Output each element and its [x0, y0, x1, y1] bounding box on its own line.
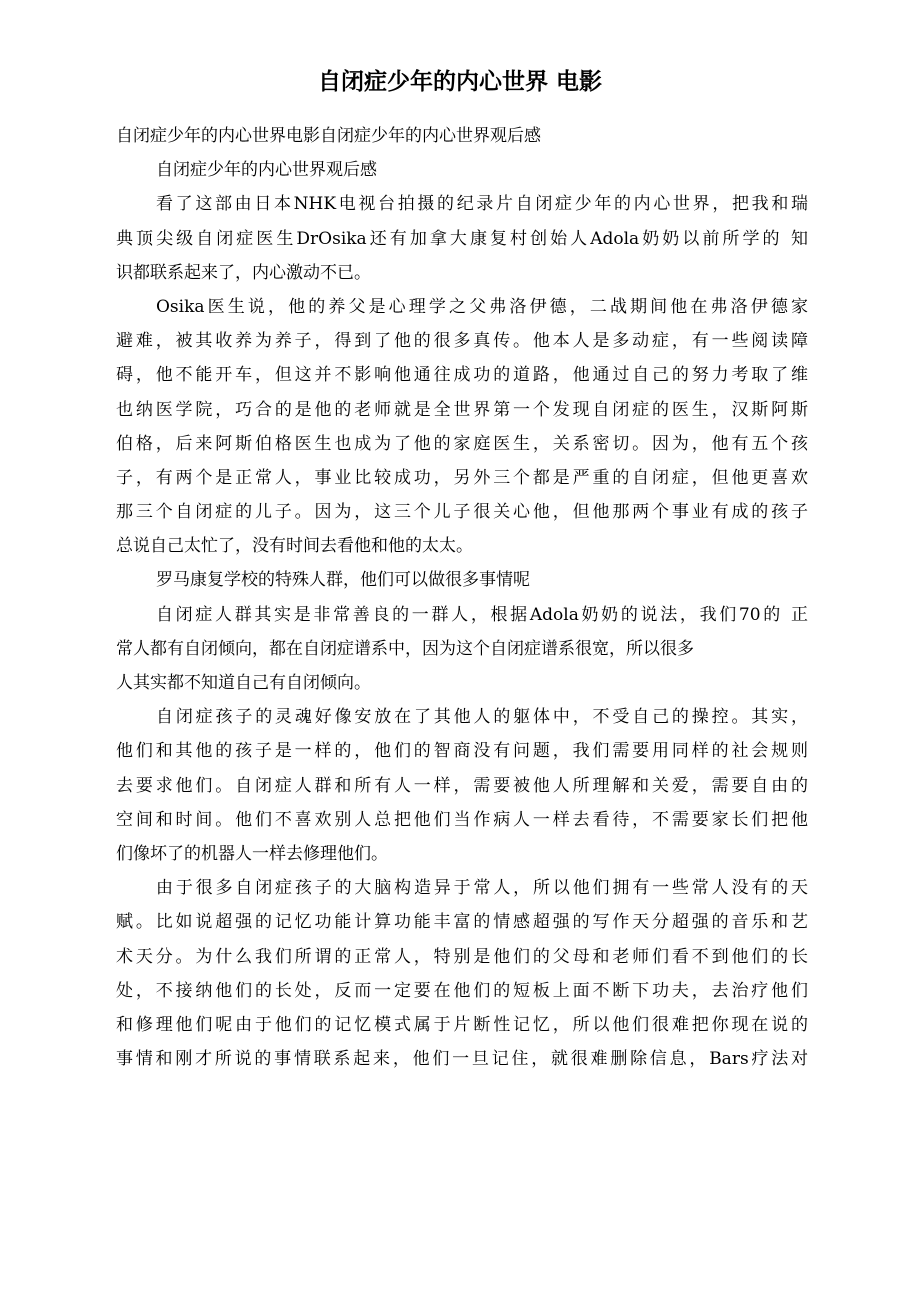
text-line: 人其实都不知道自己有自闭倾向。: [116, 673, 371, 693]
text-line: 和修理他们呢由于他们的记忆模式属于片断性记忆，所以他们很难把你现在说的: [116, 1014, 808, 1035]
text-line: 也纳医学院，巧合的是他的老师就是全世界第一个发现自闭症的医生，汉斯阿斯: [116, 399, 808, 420]
text-line: 看了这部由日本NHK电视台拍摄的纪录片自闭症少年的内心世界，把我和瑞: [156, 194, 808, 215]
text-line: 那三个自闭症的儿子。因为，这三个儿子很关心他，但他那两个事业有成的孩子: [116, 502, 808, 523]
text-line: 赋。比如说超强的记忆功能计算功能丰富的情感超强的写作天分超强的音乐和艺: [116, 912, 808, 933]
text-line: 们像坏了的机器人一样去修理他们。: [116, 843, 388, 864]
text-line: 他们和其他的孩子是一样的，他们的智商没有问题，我们需要用同样的社会规则: [116, 741, 808, 762]
text-line: 碍，他不能开车，但这并不影响他通往成功的道路，他通过自己的努力考取了维: [116, 365, 808, 386]
text-line: 伯格，后来阿斯伯格医生也成为了他的家庭医生，关系密切。因为，他有五个孩: [116, 433, 808, 454]
text-line: 总说自己太忙了，没有时间去看他和他的太太。: [116, 536, 473, 557]
text-line: Osika医生说，他的养父是心理学之父弗洛伊德，二战期间他在弗洛伊德家: [156, 296, 808, 317]
text-line: 罗马康复学校的特殊人群，他们可以做很多事情呢: [156, 570, 530, 591]
text-line: 自闭症少年的内心世界电影自闭症少年的内心世界观后感: [116, 126, 541, 146]
document-title: 自闭症少年的内心世界 电影: [317, 69, 602, 95]
text-line: 自闭症孩子的灵魂好像安放在了其他人的躯体中，不受自己的操控。其实，: [156, 707, 808, 728]
text-line: 空间和时间。他们不喜欢别人总把他们当作病人一样去看待，不需要家长们把他: [116, 809, 808, 830]
text-line: 处，不接纳他们的长处，反而一定要在他们的短板上面不断下功夫，去治疗他们: [116, 980, 808, 1001]
text-line: 常人都有自闭倾向，都在自闭症谱系中，因为这个自闭症谱系很宽，所以很多: [116, 638, 694, 659]
text-line: 识都联系起来了，内心激动不已。: [116, 262, 371, 283]
text-line: 事情和刚才所说的事情联系起来，他们一旦记住，就很难删除信息，Bars疗法对: [116, 1049, 808, 1070]
text-line: 自闭症少年的内心世界观后感: [156, 160, 377, 181]
text-line: 由于很多自闭症孩子的大脑构造异于常人，所以他们拥有一些常人没有的天: [156, 878, 808, 899]
text-line: 典顶尖级自闭症医生DrOsika还有加拿大康复村创始人Adola奶奶以前所学的 知: [116, 228, 808, 249]
text-line: 自闭症人群其实是非常善良的一群人，根据Adola奶奶的说法，我们70的 正: [156, 604, 808, 625]
text-line: 子，有两个是正常人，事业比较成功，另外三个都是严重的自闭症，但他更喜欢: [116, 467, 808, 488]
text-line: 避难，被其收养为养子，得到了他的很多真传。他本人是多动症，有一些阅读障: [116, 331, 808, 352]
document-body: [116, 119, 808, 1076]
text-line: 去要求他们。自闭症人群和所有人一样，需要被他人所理解和关爱，需要自由的: [116, 775, 808, 796]
text-line: 术天分。为什么我们所谓的正常人，特别是他们的父母和老师们看不到他们的长: [116, 946, 808, 967]
